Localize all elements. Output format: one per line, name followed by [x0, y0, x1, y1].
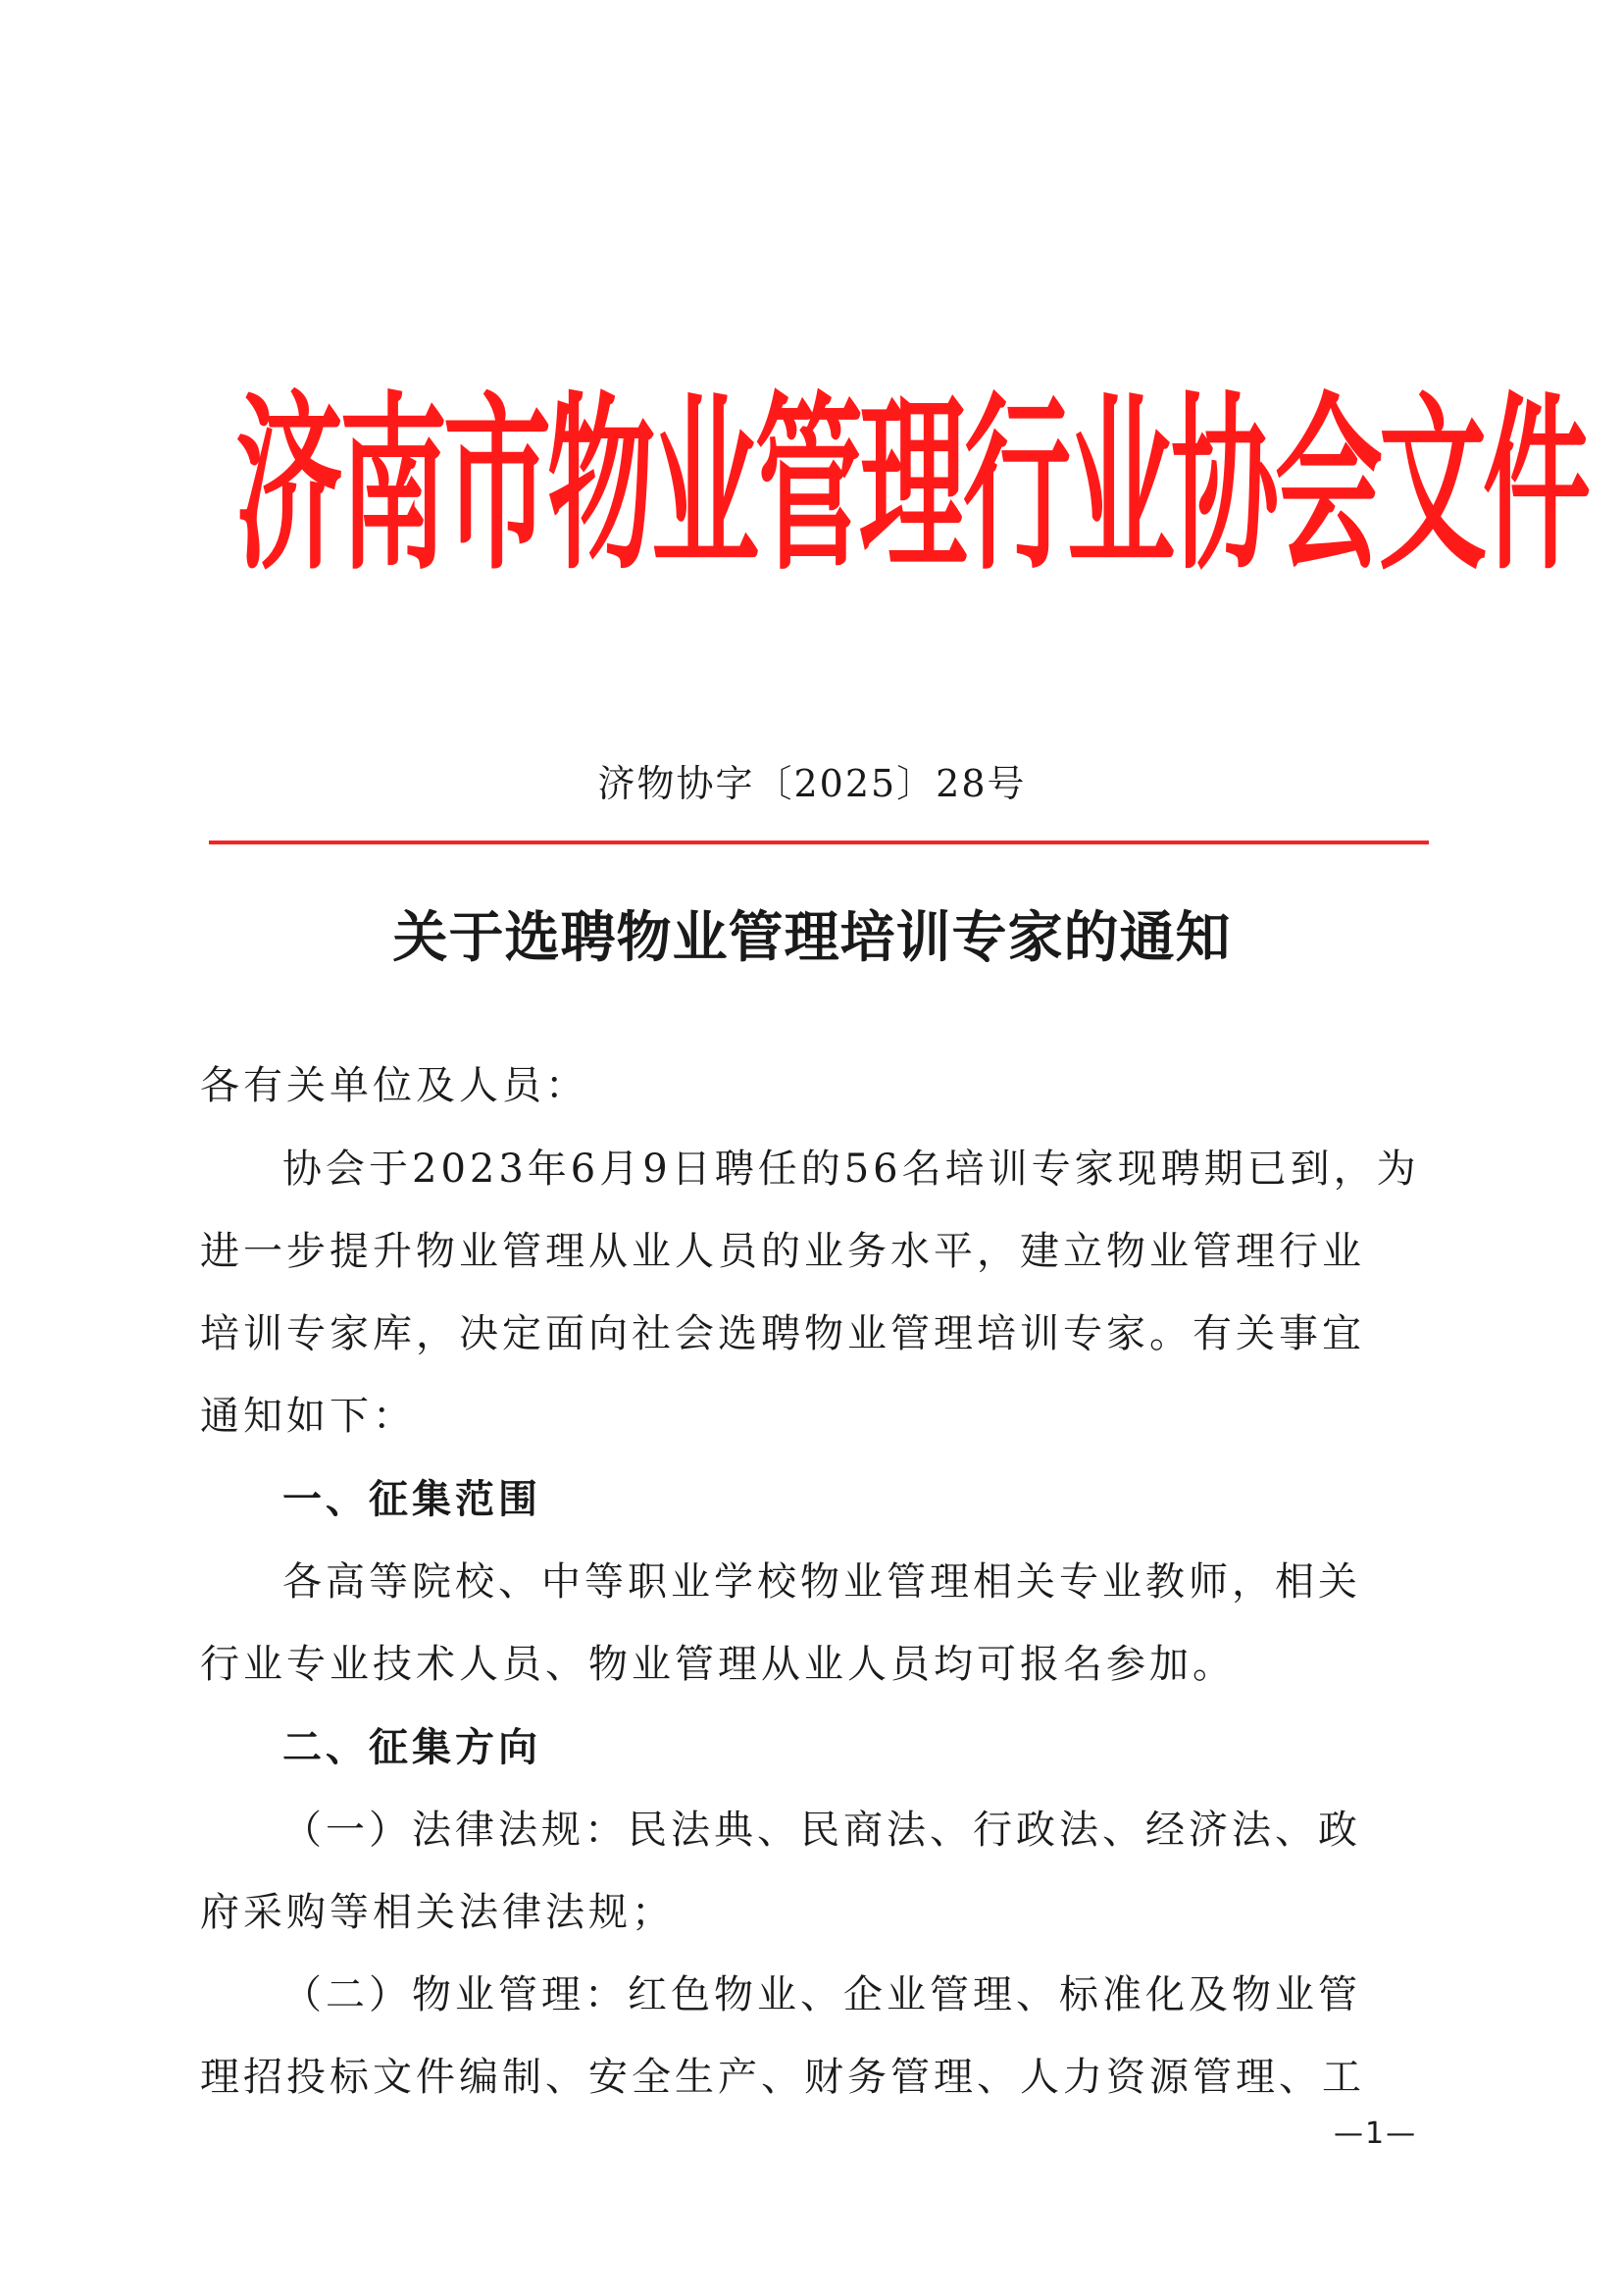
section-heading-direction: 二、征集方向 [282, 1725, 541, 1770]
notice-title: 关于选聘物业管理培训专家的通知 [392, 905, 1232, 970]
page-number: —1— [1334, 2116, 1418, 2151]
paragraph-line: 培训专家库，决定面向社会选聘物业管理培训专家。有关事宜 [200, 1311, 1365, 1356]
paragraph-line: 通知如下： [200, 1394, 416, 1439]
paragraph-line: 各高等院校、中等职业学校物业管理相关专业教师，相关 [282, 1559, 1361, 1605]
paragraph-line: 协会于2023年6月9日聘任的56名培训专家现聘期已到，为 [282, 1147, 1420, 1192]
paragraph-line: 行业专业技术人员、物业管理从业人员均可报名参加。 [200, 1642, 1236, 1687]
paragraph-line: 进一步提升物业管理从业人员的业务水平，建立物业管理行业 [200, 1229, 1365, 1274]
section-heading-scope: 一、征集范围 [282, 1477, 541, 1522]
red-divider-line [209, 841, 1429, 844]
list-item-line: （一）法律法规：民法典、民商法、行政法、经济法、政 [282, 1808, 1361, 1853]
masthead-title: 济南市物业管理行业协会文件 [235, 376, 1587, 595]
document-number: 济物协字〔2025〕28号 [597, 762, 1027, 805]
list-item-line: 府采购等相关法律法规； [200, 1890, 675, 1935]
salutation: 各有关单位及人员： [200, 1063, 588, 1108]
list-item-line: （二）物业管理：红色物业、企业管理、标准化及物业管 [282, 1972, 1361, 2017]
list-item-line: 理招投标文件编制、安全生产、财务管理、人力资源管理、工 [200, 2055, 1365, 2100]
